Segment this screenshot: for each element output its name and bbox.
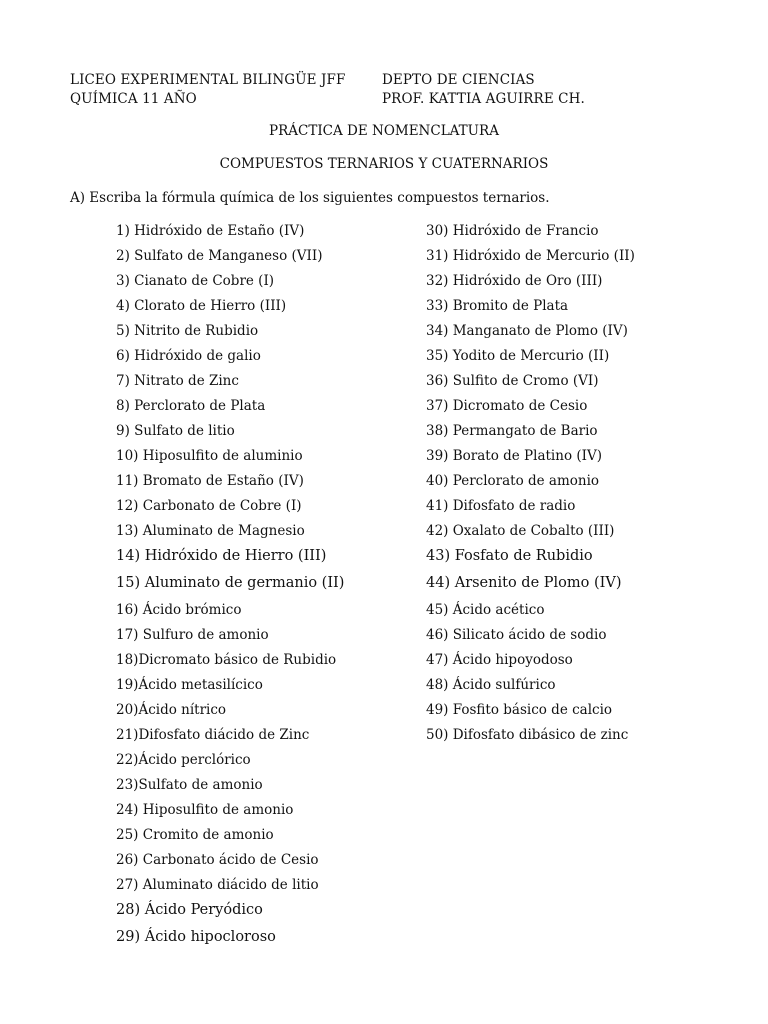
compound-item: 13) Aluminato de Magnesio	[116, 523, 305, 539]
compound-item: 16) Ácido brómico	[116, 602, 242, 618]
compound-item: 36) Sulfito de Cromo (VI)	[426, 373, 599, 389]
subject-grade: QUÍMICA 11 AÑO	[70, 91, 197, 107]
compound-item: 47) Ácido hipoyodoso	[426, 652, 573, 668]
compound-item: 50) Difosfato dibásico de zinc	[426, 727, 629, 743]
compound-list-left	[116, 219, 344, 952]
page-subtitle: COMPUESTOS TERNARIOS Y CUATERNARIOS	[219, 156, 549, 172]
compound-item: 49) Fosfito básico de calcio	[426, 702, 613, 718]
compound-item: 45) Ácido acético	[426, 602, 545, 618]
compound-item: 41) Difosfato de radio	[426, 498, 576, 514]
compound-item: 38) Permangato de Bario	[426, 423, 598, 439]
compound-item: 20)Ácido nítrico	[116, 702, 227, 718]
compound-item: 19)Ácido metasilícico	[116, 677, 263, 693]
teacher-name: PROF. KATTIA AGUIRRE CH.	[382, 91, 585, 107]
compound-item: 29) Ácido hipocloroso	[116, 929, 276, 945]
compound-list-right	[426, 219, 635, 748]
compound-item: 22)Ácido perclórico	[116, 752, 251, 768]
department: DEPTO DE CIENCIAS	[382, 72, 535, 88]
compound-item: 30) Hidróxido de Francio	[426, 223, 599, 239]
compound-item: 24) Hiposulfito de amonio	[116, 802, 294, 818]
page-title: PRÁCTICA DE NOMENCLATURA	[269, 123, 499, 139]
compound-item: 32) Hidróxido de Oro (III)	[426, 273, 603, 289]
compound-item: 42) Oxalato de Cobalto (III)	[426, 523, 615, 539]
compound-item: 28) Ácido Peryódico	[116, 902, 263, 918]
compound-item: 1) Hidróxido de Estaño (IV)	[116, 223, 305, 239]
compound-item: 9) Sulfato de litio	[116, 423, 235, 439]
compound-item: 3) Cianato de Cobre (I)	[116, 273, 275, 289]
compound-item: 17) Sulfuro de amonio	[116, 627, 269, 643]
compound-item: 44) Arsenito de Plomo (IV)	[426, 575, 622, 591]
school-name: LICEO EXPERIMENTAL BILINGÜE JFF	[70, 72, 346, 88]
compound-item: 37) Dicromato de Cesio	[426, 398, 588, 414]
compound-item: 26) Carbonato ácido de Cesio	[116, 852, 319, 868]
compound-item: 25) Cromito de amonio	[116, 827, 274, 843]
compound-item: 18)Dicromato básico de Rubidio	[116, 652, 337, 668]
compound-item: 21)Difosfato diácido de Zinc	[116, 727, 310, 743]
compound-item: 4) Clorato de Hierro (III)	[116, 298, 287, 314]
compound-item: 15) Aluminato de germanio (II)	[116, 575, 345, 591]
compound-item: 14) Hidróxido de Hierro (III)	[116, 548, 327, 564]
compound-item: 6) Hidróxido de galio	[116, 348, 261, 364]
compound-item: 35) Yodito de Mercurio (II)	[426, 348, 610, 364]
compound-item: 46) Silicato ácido de sodio	[426, 627, 607, 643]
compound-item: 27) Aluminato diácido de litio	[116, 877, 319, 893]
compound-item: 5) Nitrito de Rubidio	[116, 323, 259, 339]
compound-item: 40) Perclorato de amonio	[426, 473, 600, 489]
compound-item: 31) Hidróxido de Mercurio (II)	[426, 248, 635, 264]
compound-item: 48) Ácido sulfúrico	[426, 677, 556, 693]
compound-item: 43) Fosfato de Rubidio	[426, 548, 593, 564]
compound-item: 11) Bromato de Estaño (IV)	[116, 473, 304, 489]
compound-item: 33) Bromito de Plata	[426, 298, 569, 314]
instruction-text: A) Escriba la fórmula química de los siguientes compuestos ternarios.	[70, 190, 550, 206]
compound-item: 8) Perclorato de Plata	[116, 398, 266, 414]
compound-item: 10) Hiposulfito de aluminio	[116, 448, 303, 464]
compound-item: 7) Nitrato de Zinc	[116, 373, 239, 389]
compound-item: 2) Sulfato de Manganeso (VII)	[116, 248, 323, 264]
compound-item: 23)Sulfato de amonio	[116, 777, 263, 793]
compound-item: 12) Carbonato de Cobre (I)	[116, 498, 302, 514]
compound-item: 39) Borato de Platino (IV)	[426, 448, 602, 464]
compound-item: 34) Manganato de Plomo (IV)	[426, 323, 628, 339]
